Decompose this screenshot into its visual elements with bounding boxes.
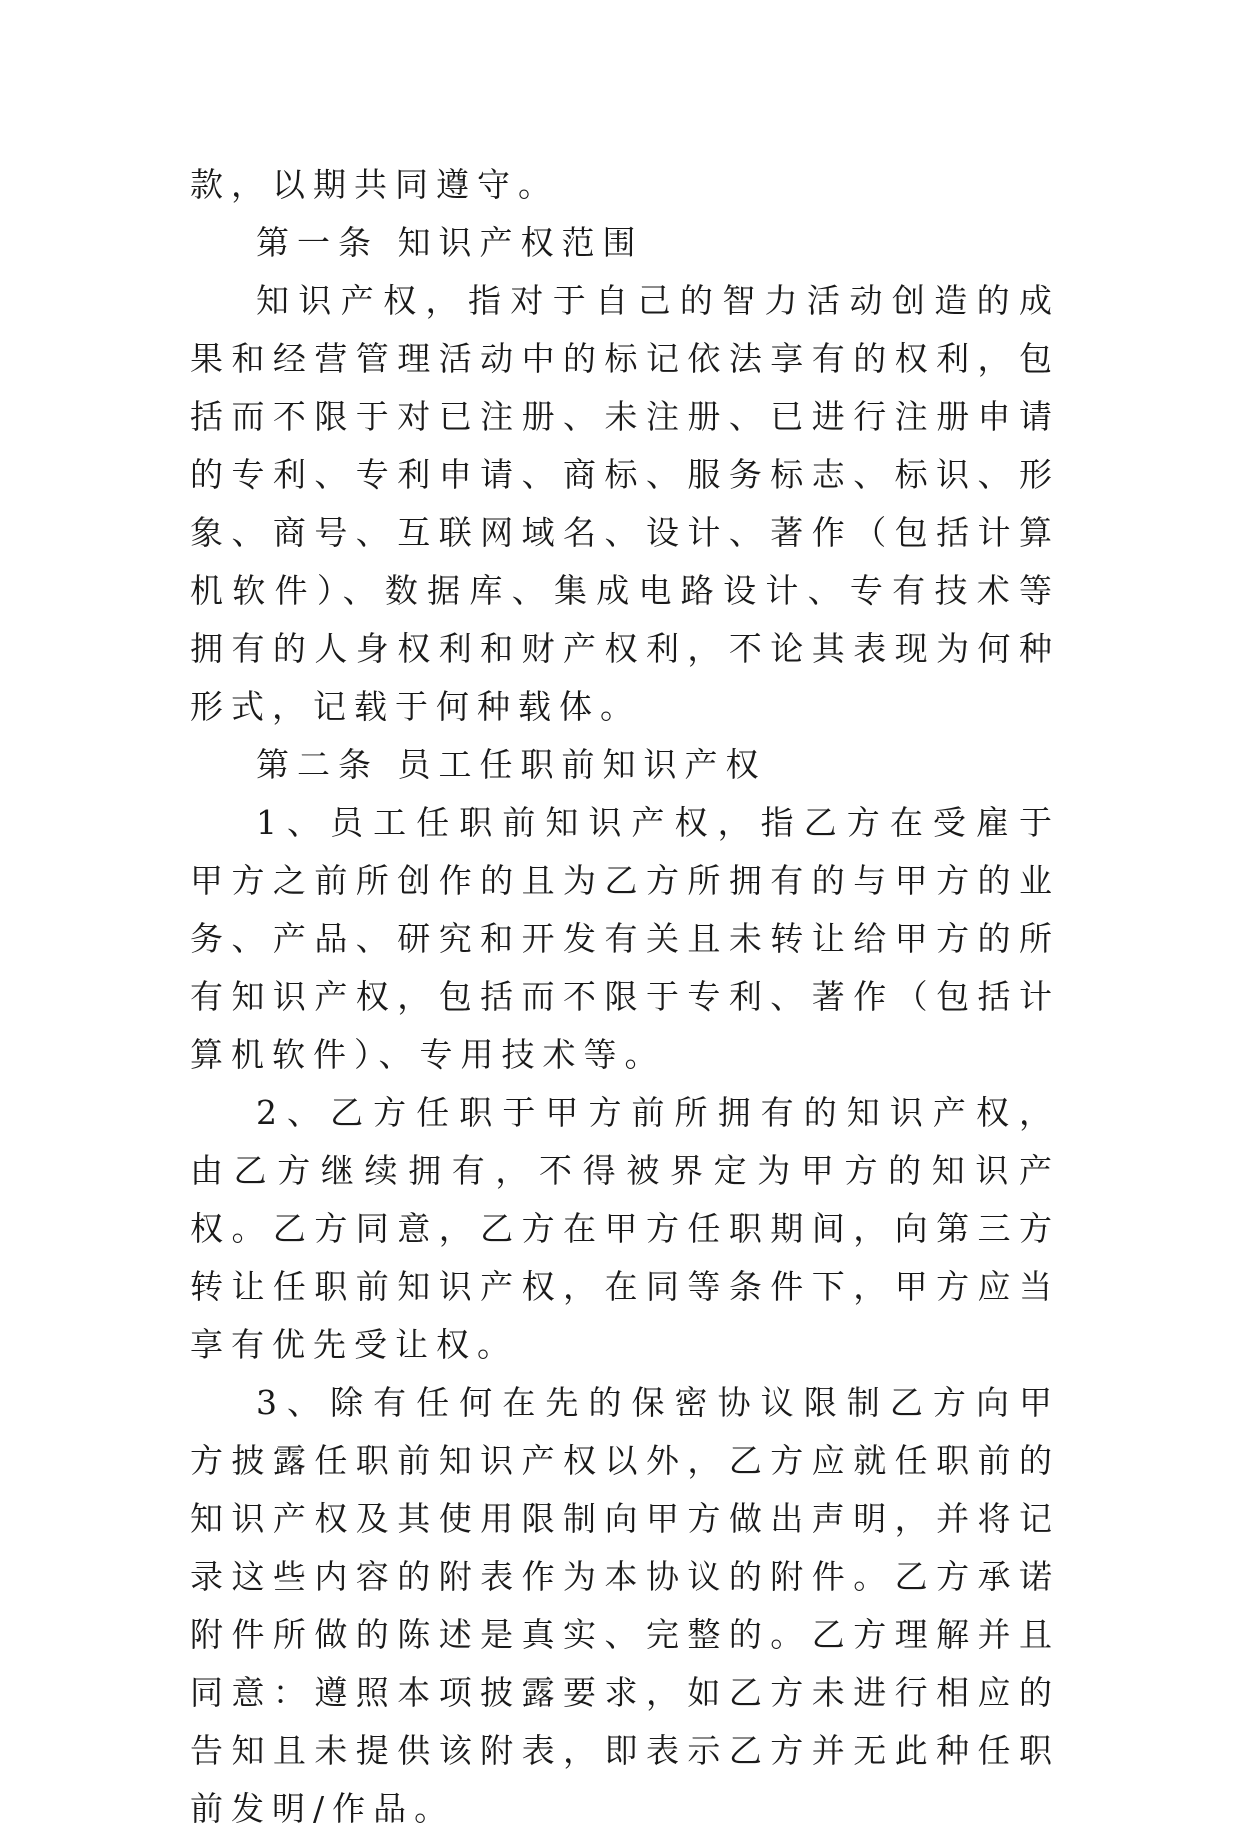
paragraph-continuation: 款，以期共同遵守。: [190, 165, 559, 204]
article-2-item-3: 3、除有任何在先的保密协议限制乙方向甲方披露任职前知识产权以外，乙方应就任职前的知识产权及其使用限制向甲方做出声明，并将记录这些内容的附表作为本协议的附件。乙方承诺附件所做的陈述是真实、完整的。乙方理解并且同意：遵照本项披露要求，如乙方未进行相应的告知且未提供该附表，即表示乙方并无此种任职前发明/作品。: [190, 1383, 1060, 1828]
article-2-item-1: 1、员工任职前知识产权，指乙方在受雇于甲方之前所创作的且为乙方所拥有的与甲方的业务、产品、研究和开发有关且未转让给甲方的所有知识产权，包括而不限于专利、著作（包括计算机软件）、专用技术等。: [190, 803, 1060, 1074]
article-1-heading: 第一条 知识产权范围: [256, 223, 644, 262]
article-2-item-2: 2、乙方任职于甲方前所拥有的知识产权，由乙方继续拥有，不得被界定为甲方的知识产权。乙方同意，乙方在甲方任职期间，向第三方转让任职前知识产权，在同等条件下，甲方应当享有优先受让权。: [190, 1093, 1060, 1364]
article-2-heading: 第二条 员工任职前知识产权: [256, 745, 767, 784]
document-body: [190, 156, 1060, 1838]
article-1-paragraph: 知识产权，指对于自己的智力活动创造的成果和经营管理活动中的标记依法享有的权利，包括而不限于对已注册、未注册、已进行注册申请的专利、专利申请、商标、服务标志、标识、形象、商号、互联网域名、设计、著作（包括计算机软件）、数据库、集成电路设计、专有技术等拥有的人身权利和财产权利，不论其表现为何种形式，记载于何种载体。: [190, 281, 1060, 726]
